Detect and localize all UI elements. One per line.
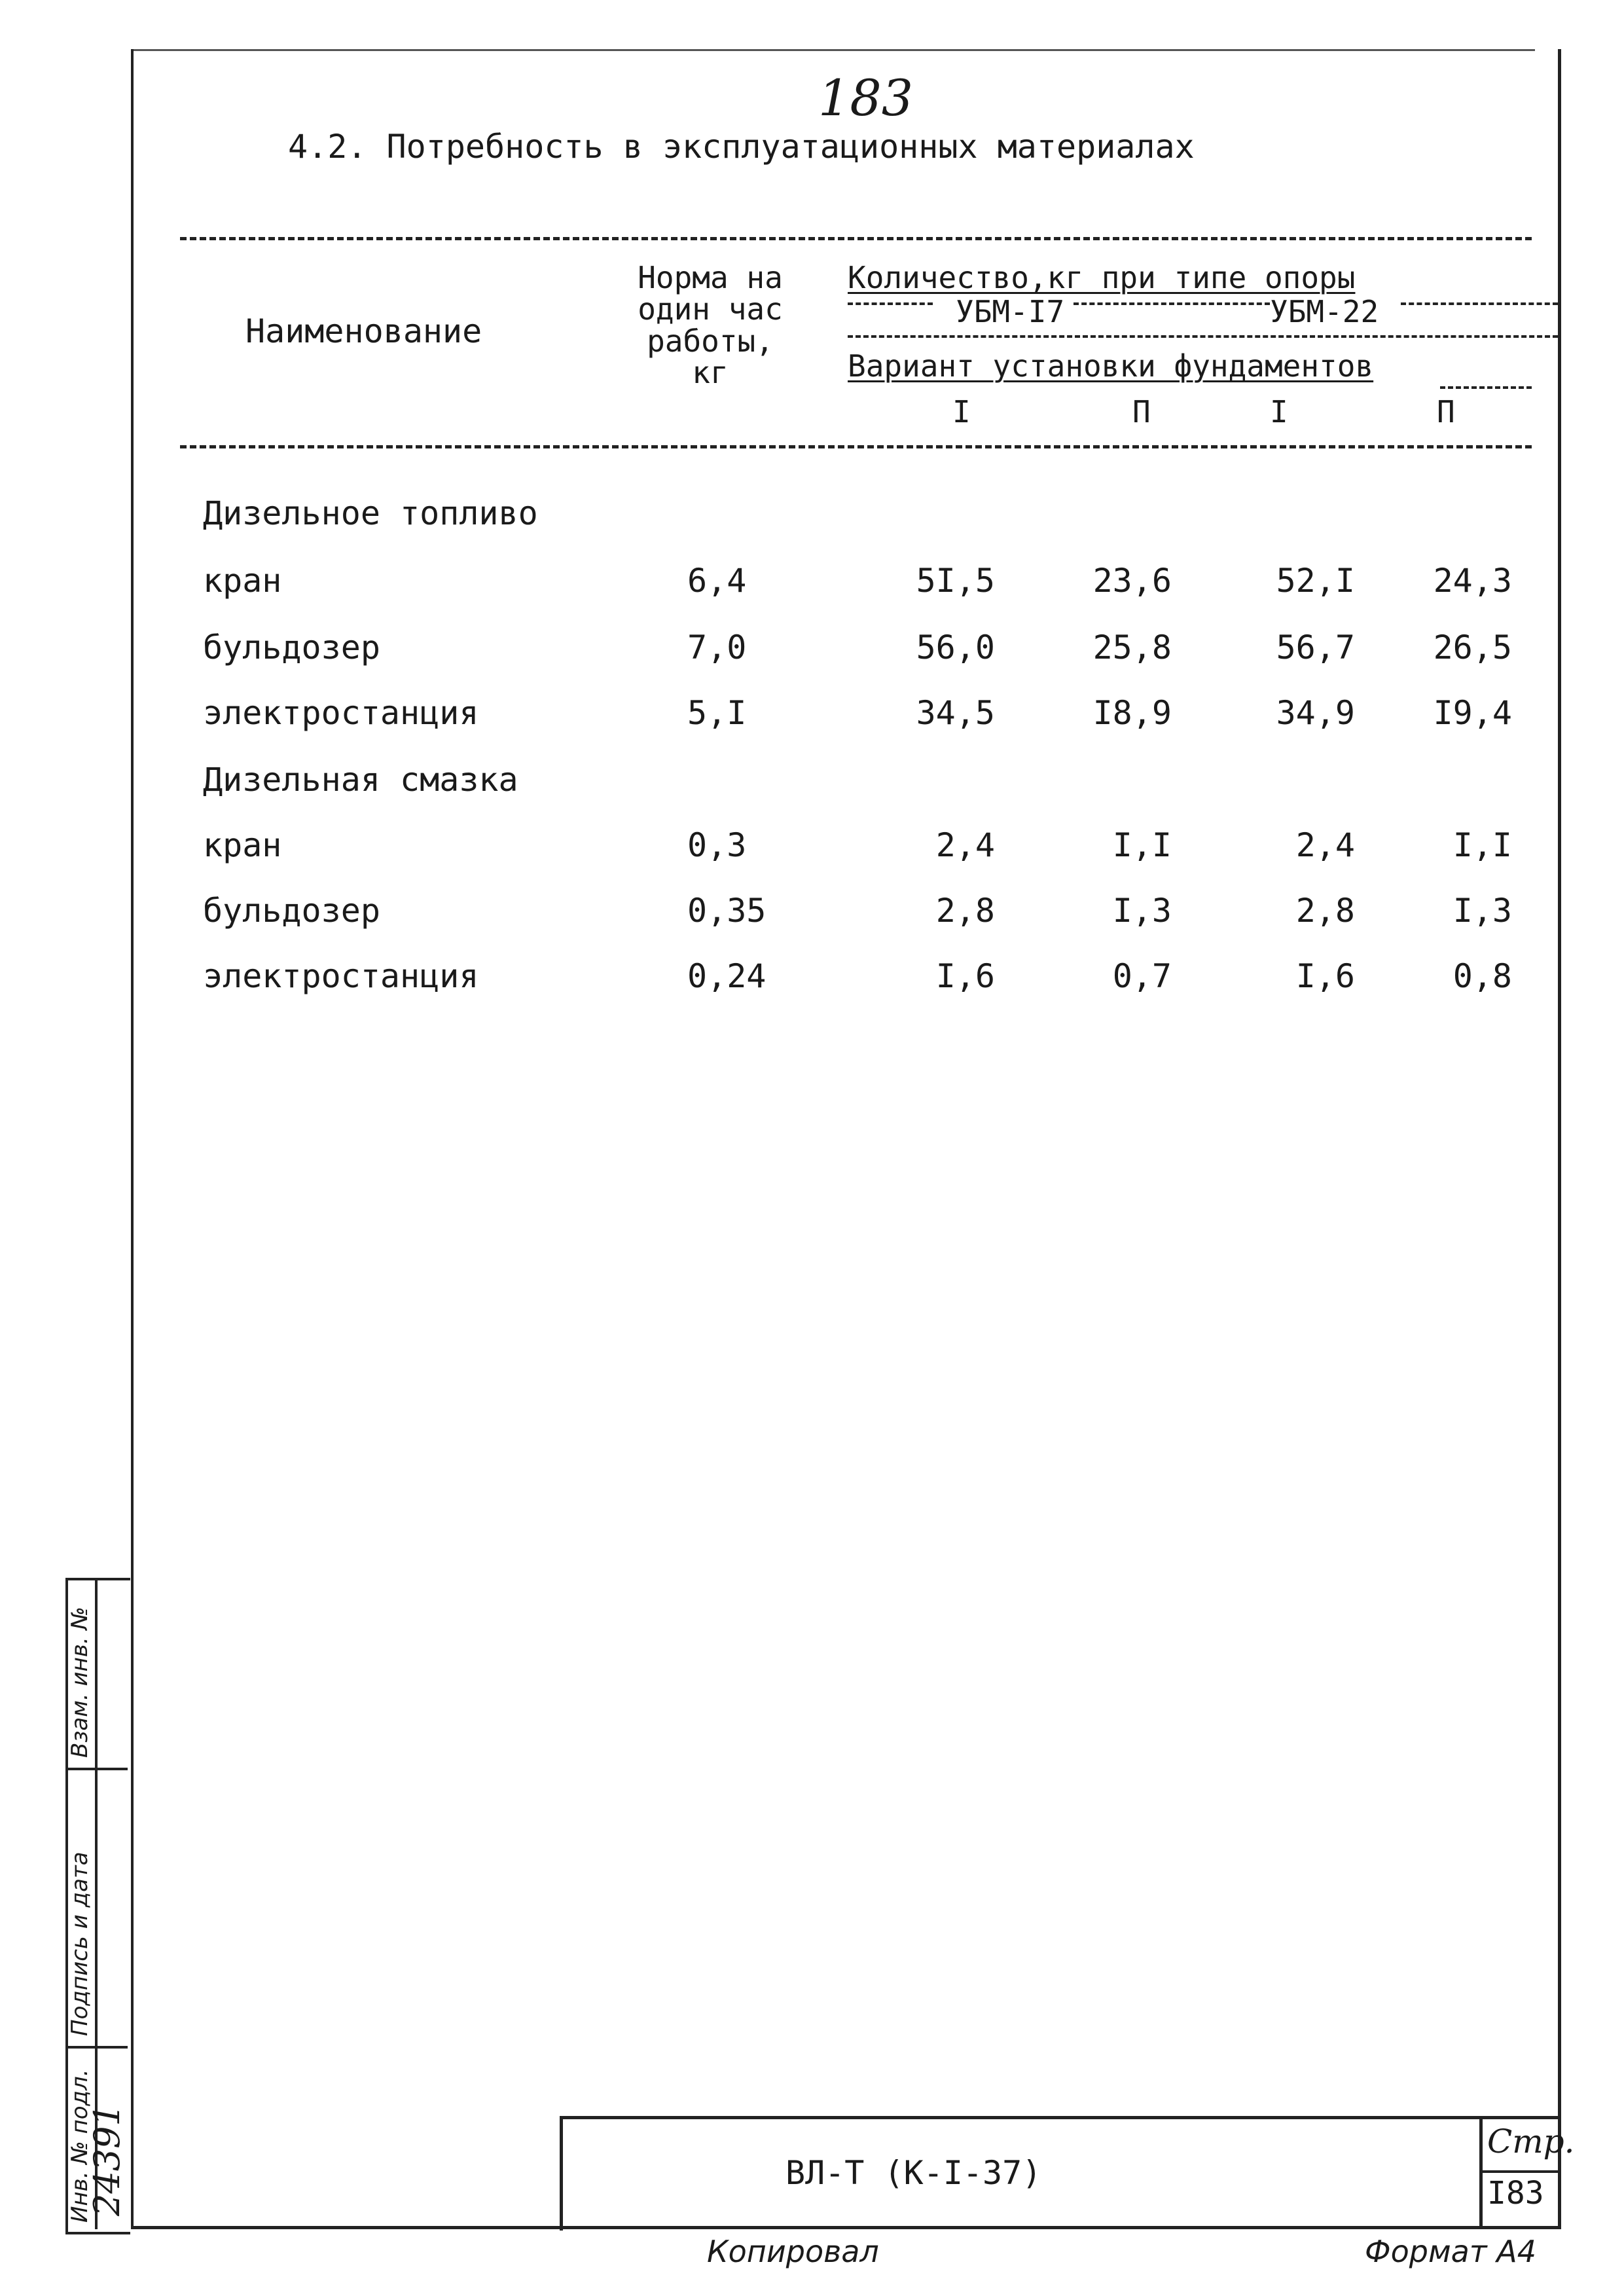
row-norm: 0,3 — [687, 826, 747, 864]
row-norm: 0,35 — [687, 892, 767, 930]
row-name: бульдозер — [203, 892, 380, 930]
header-quantity-group: Количество,кг при типе опоры — [848, 260, 1356, 295]
approval-sidebar-row-divider-2 — [65, 2046, 128, 2049]
sidebar-label-original-inv: Инв. № подл. — [67, 2069, 93, 2223]
row-name: кран — [203, 826, 282, 864]
footer-format: Формат А4 — [1365, 2234, 1536, 2269]
header-support-dashed-rule — [848, 335, 1558, 338]
row-value-2: 25,8 — [1092, 629, 1172, 666]
row-value-4: 26,5 — [1433, 629, 1512, 666]
section-heading-diesel-lubricant: Дизельная смазка — [203, 761, 518, 799]
frame-right-line — [1558, 49, 1561, 2228]
row-value-1: 34,5 — [916, 694, 995, 732]
table-header-dashed-rule — [180, 445, 1532, 448]
header-support-dash-a — [848, 302, 933, 305]
row-value-4: I,3 — [1453, 892, 1512, 930]
header-variant-2: П — [1132, 394, 1151, 429]
row-value-3: 56,7 — [1276, 629, 1355, 666]
header-norm-line-2: один час — [638, 291, 783, 327]
header-variant-1: I — [952, 394, 971, 429]
sidebar-label-replacement-inv: Взам. инв. № — [67, 1607, 93, 1758]
row-value-4: I,I — [1453, 826, 1512, 864]
page-number: I83 — [1487, 2175, 1544, 2212]
header-variant-dash — [1440, 386, 1532, 389]
row-value-1: 2,8 — [935, 892, 995, 930]
page-label: Стр. — [1487, 2123, 1575, 2160]
title-block — [560, 2116, 1561, 2231]
header-variant: Вариант установки фундаментов — [848, 348, 1374, 384]
header-variant-3: I — [1270, 394, 1288, 429]
header-variant-4: П — [1437, 394, 1455, 429]
section-heading-diesel-fuel: Дизельное топливо — [203, 494, 538, 532]
header-support-ubm17: УБМ-I7 — [956, 294, 1065, 329]
header-support-dash-c — [1401, 302, 1558, 305]
sidebar-label-sign-date: Подпись и дата — [67, 1851, 93, 2036]
row-value-3: 2,8 — [1295, 892, 1355, 930]
footer-copied-by: Копировал — [707, 2234, 879, 2269]
row-value-4: 24,3 — [1433, 562, 1512, 600]
header-norm-line-1: Норма на — [638, 260, 783, 295]
section-title: 4.2. Потребность в эксплуатационных материалах — [288, 128, 1195, 166]
header-norm-line-4: кг — [692, 354, 729, 390]
row-value-3: 2,4 — [1295, 826, 1355, 864]
row-value-2: I8,9 — [1092, 694, 1172, 732]
row-name: кран — [203, 562, 282, 600]
handwritten-page-number: 183 — [818, 69, 914, 127]
row-value-4: I9,4 — [1433, 694, 1512, 732]
approval-sidebar-row-divider-1 — [65, 1768, 128, 1770]
row-value-3: 34,9 — [1276, 694, 1355, 732]
row-value-1: 2,4 — [935, 826, 995, 864]
row-value-2: 0,7 — [1112, 957, 1172, 995]
table-top-dashed-rule — [180, 237, 1532, 240]
row-value-2: I,3 — [1112, 892, 1172, 930]
row-name: бульдозер — [203, 629, 380, 666]
row-value-3: 52,I — [1276, 562, 1355, 600]
row-norm: 0,24 — [687, 957, 767, 995]
frame-top-line — [131, 49, 1535, 51]
row-value-1: I,6 — [935, 957, 995, 995]
row-value-3: I,6 — [1295, 957, 1355, 995]
row-value-1: 5I,5 — [916, 562, 995, 600]
header-name: Наименование — [245, 312, 482, 350]
frame-left-line — [131, 49, 134, 2228]
row-value-2: I,I — [1112, 826, 1172, 864]
document-code: ВЛ-Т (К-I-37) — [785, 2154, 1042, 2192]
title-block-page-divider — [1479, 2170, 1558, 2173]
row-name: электростанция — [203, 694, 479, 732]
row-norm: 7,0 — [687, 629, 747, 666]
header-support-dash-b — [1074, 302, 1270, 305]
header-support-ubm22: УБМ-22 — [1270, 294, 1379, 329]
row-norm: 6,4 — [687, 562, 747, 600]
row-value-2: 23,6 — [1092, 562, 1172, 600]
row-norm: 5,I — [687, 694, 747, 732]
row-value-1: 56,0 — [916, 629, 995, 666]
row-name: электростанция — [203, 957, 479, 995]
header-norm-line-3: работы, — [647, 323, 774, 359]
row-value-4: 0,8 — [1453, 957, 1512, 995]
header-norm — [625, 262, 795, 388]
sidebar-inventory-number: 24391 — [86, 2104, 128, 2216]
